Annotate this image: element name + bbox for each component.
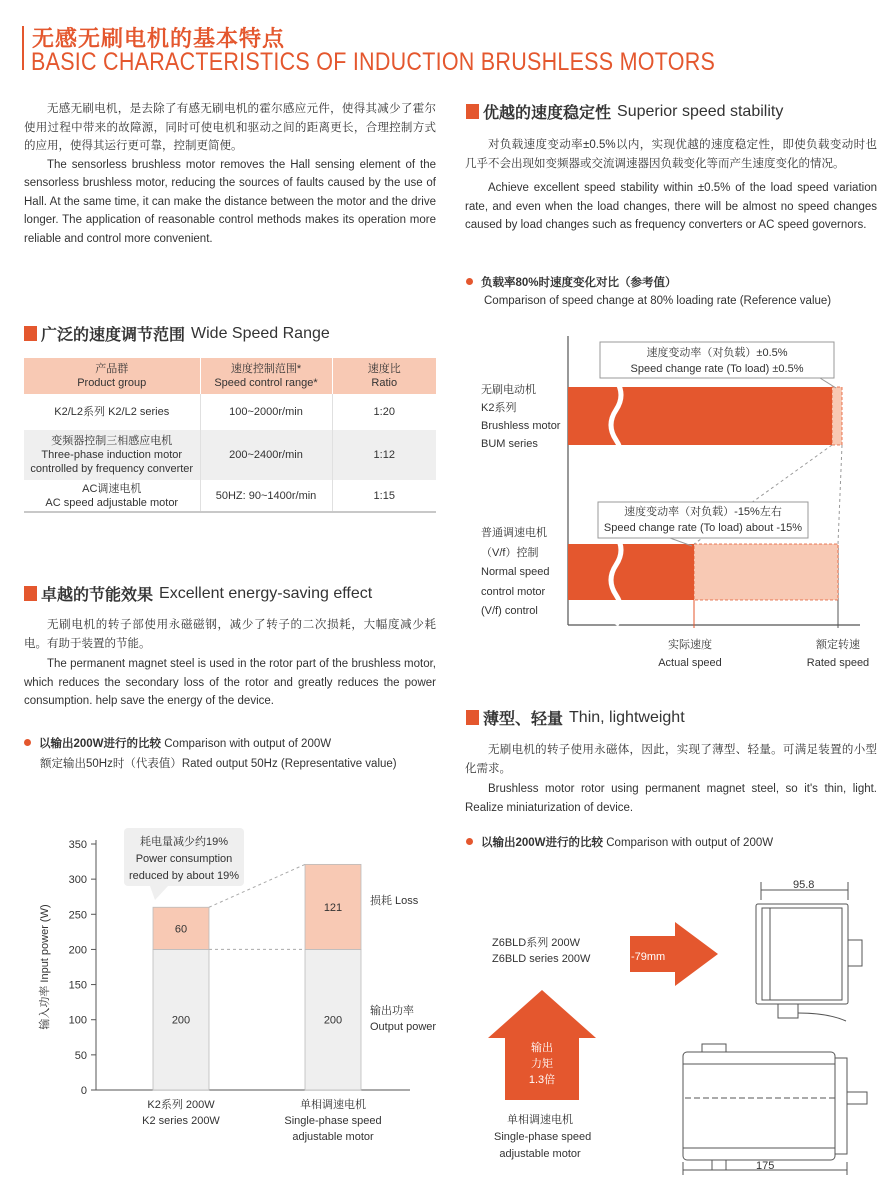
rated-speed-label: 额定转速 Rated speed bbox=[806, 639, 870, 669]
table-cell: K2/L2系列 K2/L2 series bbox=[24, 394, 200, 430]
y-tick-label: 100 bbox=[68, 1014, 87, 1027]
table-header: 速度比 Ratio bbox=[332, 358, 436, 394]
power-chart bbox=[0, 820, 450, 1160]
speed-subheading-en: Comparison of speed change at 80% loading rate (Reference value) bbox=[484, 295, 832, 307]
section-wide-speed-heading bbox=[24, 322, 330, 345]
x-tick-label: K2系列 200W bbox=[147, 1099, 215, 1111]
x-tick-label: K2 series 200W bbox=[142, 1115, 220, 1127]
normal-variation-band bbox=[694, 544, 838, 600]
section-energy-heading bbox=[24, 582, 372, 605]
table-cell: 50HZ: 90~1400r/min bbox=[200, 480, 332, 512]
table-cell: 1:20 bbox=[373, 406, 395, 418]
table-cell: AC调速电机 AC speed adjustable motor bbox=[24, 480, 200, 512]
row1-label: 无刷电动机 K2系列 Brushless motor BUM series bbox=[481, 384, 561, 450]
energy-en: The permanent magnet steel is used in the rotor part of the brushless motor, which reduces the secondary loss of the rotor and greatly reduces the power consumption. help save the energy of the device. bbox=[24, 658, 436, 707]
section-title-cn: 优越的速度稳定性 bbox=[483, 105, 612, 122]
bullet-icon bbox=[466, 838, 473, 845]
legend-output-en: Output power bbox=[370, 1021, 437, 1034]
page-title-cn: 无感无刷电机的基本特点 bbox=[32, 26, 286, 51]
annotation-text: reduced by about 19% bbox=[128, 870, 240, 882]
actual-speed-label: 实际速度 Actual speed bbox=[658, 639, 722, 669]
motor1-label: Z6BLD系列 200W Z6BLD series 200W bbox=[492, 937, 591, 965]
data-label: 60 bbox=[174, 923, 188, 936]
data-label: 121 bbox=[323, 901, 343, 914]
y-tick-label: 250 bbox=[68, 909, 87, 922]
energy-text bbox=[24, 616, 436, 711]
dimension-175: 175 bbox=[756, 1160, 775, 1172]
y-tick-label: 300 bbox=[68, 874, 87, 887]
y-tick-label: 150 bbox=[68, 979, 87, 992]
page-title-en: BASIC CHARACTERISTICS OF INDUCTION BRUSHLESS MOTORS bbox=[31, 48, 716, 76]
table-row bbox=[24, 430, 436, 480]
callout-1-en: Speed change rate (To load) ±0.5% bbox=[630, 363, 804, 375]
bullet-icon bbox=[466, 278, 473, 285]
dimension-95-8: 95.8 bbox=[793, 879, 815, 891]
intro-en: The sensorless brushless motor removes the Hall sensing element of the sensorless brushless motor, reducing the sources of faults caused by the use of Hall. At the same time, it can make the distance between the motor and the drive longer. The application of reasonable control methods makes its operation more reliable and control more convenient. bbox=[24, 158, 436, 245]
header-accent-line bbox=[22, 26, 24, 70]
speed-text bbox=[465, 136, 877, 235]
energy-subheading-2: 额定输出50Hz时（代表值）Rated output 50Hz (Representative value) bbox=[40, 758, 397, 770]
callout-1-cn: 速度变动率（对负载）±0.5% bbox=[646, 347, 788, 359]
y-tick-label: 200 bbox=[68, 944, 87, 957]
large-motor-drawing bbox=[683, 1044, 867, 1175]
intro-cn: 无感无刷电机，是去除了有感无刷电机的霍尔感应元件，使得其减少了霍尔使用过程中带来的故障源，同时可使电机和驱动之间的距离更长，合理控制方式 的应用，使得其运行更可靠，控制更简便。 bbox=[24, 103, 436, 152]
y-axis-label: 输入功率 Input power (W) bbox=[39, 904, 51, 1030]
legend-output-cn: 输出功率 bbox=[370, 1005, 414, 1018]
table-cell: 100~2000r/min bbox=[200, 394, 332, 430]
small-motor-drawing bbox=[756, 882, 862, 1021]
arrow-up-label: 输出 力矩 1.3倍 bbox=[528, 1042, 556, 1086]
thin-text bbox=[465, 741, 877, 817]
y-tick-label: 350 bbox=[68, 839, 87, 851]
section-speed-heading bbox=[466, 100, 783, 123]
section-marker-icon bbox=[466, 104, 479, 119]
speed-range-table bbox=[24, 358, 436, 513]
thin-cn: 无刷电机的转子使用永磁体，因此，实现了薄型、轻量。可满足装置的小型化需求。 bbox=[465, 744, 877, 775]
annotation-pointer bbox=[150, 886, 168, 900]
table-cell: 200~2400r/min bbox=[200, 430, 332, 480]
bullet-icon bbox=[24, 739, 31, 746]
callout-2-cn: 速度变动率（对负载）-15%左右 bbox=[624, 506, 782, 518]
table-row bbox=[24, 394, 436, 430]
section-title-en: Thin, lightweight bbox=[569, 708, 685, 726]
table-cell: 1:15 bbox=[373, 489, 395, 502]
data-label: 200 bbox=[171, 1014, 191, 1027]
x-tick-label: adjustable motor bbox=[292, 1131, 374, 1143]
section-title-cn: 薄型、轻量 bbox=[483, 711, 564, 728]
section-marker-icon bbox=[24, 586, 37, 601]
normal-speed-bar bbox=[568, 544, 694, 600]
table-row bbox=[24, 480, 436, 512]
x-tick-label: 单相调速电机 bbox=[300, 1099, 366, 1111]
table-header: 速度控制范围* Speed control range* bbox=[200, 358, 332, 394]
energy-cn: 无刷电机的转子部使用永磁磁钢，减少了转子的二次损耗，大幅度减少耗电。有助于装置的节能。 bbox=[24, 619, 436, 650]
section-title-en: Superior speed stability bbox=[617, 102, 784, 120]
brushless-speed-bar bbox=[568, 387, 832, 445]
thin-subheading: 以输出200W进行的比较 Comparison with output of 200W bbox=[466, 834, 773, 852]
connector-line bbox=[838, 445, 842, 544]
section-title-en: Excellent energy-saving effect bbox=[159, 584, 373, 602]
table-cell: 1:12 bbox=[332, 430, 436, 480]
section-marker-icon bbox=[466, 710, 479, 725]
data-label: 200 bbox=[323, 1014, 343, 1027]
intro-text bbox=[24, 100, 436, 248]
row2-label: 普通调速电机 （V/f）控制 Normal speed control motor (V/f) control bbox=[481, 527, 550, 617]
x-tick-label: Single-phase speed bbox=[284, 1115, 382, 1127]
section-title-en: Wide Speed Range bbox=[191, 324, 330, 342]
y-tick-label: 50 bbox=[74, 1049, 87, 1062]
section-thin-heading bbox=[466, 706, 685, 729]
thin-en: Brushless motor rotor using permanent magnet steel, so it's thin, light. Realize miniaturization of device. bbox=[465, 783, 877, 814]
speed-en: Achieve excellent speed stability within ±0.5% of the load speed variation rate, and even when the load changes, there will be almost no speed changes caused by load changes such as frequency converters or AC speed governors. bbox=[465, 182, 877, 231]
legend-loss: 损耗 Loss bbox=[370, 895, 419, 908]
table-header-row bbox=[24, 358, 436, 394]
motor-comparison-diagram bbox=[480, 870, 880, 1180]
motor2-label: 单相调速电机 Single-phase speed adjustable motor bbox=[494, 1114, 592, 1160]
section-title-cn: 广泛的速度调节范围 bbox=[41, 327, 186, 344]
speed-cn: 对负载速度变动率±0.5%以内，实现优越的速度稳定性，即使负载变动时也几乎不会出现如变频器或交流调速器因负载变化等而产生速度变化的情况。 bbox=[465, 139, 877, 170]
table-header: 产品群 Product group bbox=[24, 358, 200, 394]
section-marker-icon bbox=[24, 326, 37, 341]
y-tick-label: 0 bbox=[80, 1085, 87, 1097]
section-title-cn: 卓越的节能效果 bbox=[41, 587, 154, 604]
arrow-right-label: -79mm bbox=[631, 951, 666, 963]
annotation-text: 耗电量减少约19% bbox=[139, 836, 229, 848]
table-cell: 变频器控制三相感应电机 Three-phase induction motor controlled by frequency converter bbox=[24, 430, 200, 480]
brushless-variation-band bbox=[832, 387, 842, 445]
speed-subheading: 负载率80%时速度变化对比（参考值） bbox=[466, 274, 677, 292]
annotation-text: Power consumption bbox=[135, 853, 233, 865]
callout-2-en: Speed change rate (To load) about -15% bbox=[603, 522, 803, 534]
energy-subheading: 以输出200W进行的比较 Comparison with output of 200W bbox=[24, 735, 331, 753]
